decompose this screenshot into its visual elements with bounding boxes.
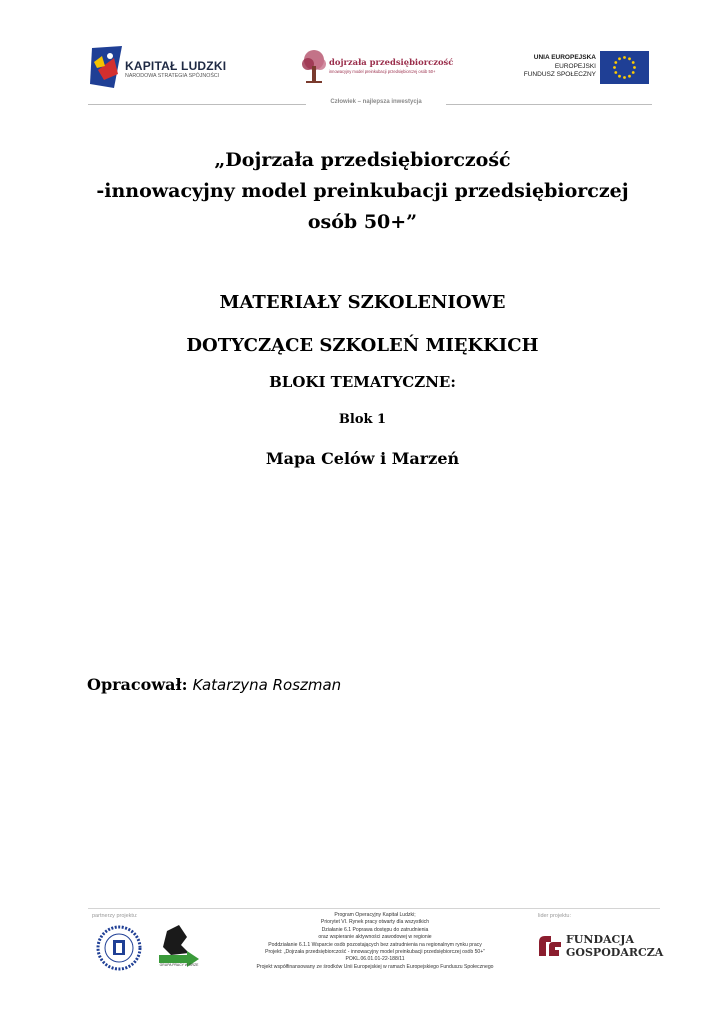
eu-flag-icon (600, 51, 649, 84)
author-name: Katarzyna Roszman (192, 676, 342, 694)
fundacja-name (566, 933, 663, 959)
author-label: Opracował: (87, 675, 188, 694)
eu-label-line: EUROPEJSKI (554, 62, 596, 70)
materials-heading-line-1: MATERIAŁY SZKOLENIOWE (219, 292, 506, 313)
green-partner-caption: GRUPA PRACY W GRZE (159, 963, 199, 967)
kapital-ludzki-emblem-icon (88, 44, 128, 90)
program-info-line: Projekt: „Dojrzała przedsiębiorczość - innowacyjny model preinkubacji przedsiębiorczej osób 50+” (265, 949, 485, 956)
block-topic: Mapa Celów i Marzeń (265, 449, 460, 468)
document-title-line-1: „Dojrzała przedsiębiorczość (214, 149, 511, 171)
tree-icon (300, 48, 328, 88)
program-info-line: POKL.06.01.01-22-188/11 (345, 956, 405, 963)
program-info-line: Poddziałanie 6.1.1 Wsparcie osób pozostających bez zatrudnienia na regionalnym rynku pracy (268, 941, 482, 948)
project-logo-title: dojrzała przedsiębiorczość (329, 57, 454, 67)
section-heading: BLOKI TEMATYCZNE: (269, 373, 456, 391)
kapital-ludzki-subtitle: NARODOWA STRATEGIA SPÓJNOŚCI (125, 73, 220, 79)
block-number: Blok 1 (338, 412, 387, 427)
program-info-line: Działanie 6.1 Poprawa dostępu do zatrudnienia (321, 926, 429, 933)
fundacja-name-line: GOSPODARCZA (566, 946, 664, 959)
program-info-line: Projekt współfinansowany ze środków Unii Europejskiej w ramach Europejskiego Funduszu Społecznego (256, 963, 494, 970)
project-logo-subtitle: innowacyjny model preinkubacji przedsiębiorczej osób 50+ (329, 69, 436, 74)
partners-label: partnerzy projektu: (92, 913, 138, 919)
header-slogan: Człowiek – najlepsza inwestycja (330, 99, 422, 105)
fundacja-logo-icon (537, 934, 565, 958)
program-info-line: Priorytet VI. Rynek pracy otwarty dla wszystkich (320, 919, 430, 926)
document-title-line-2: -innowacyjny model preinkubacji przedsiębiorczej (96, 180, 629, 202)
eu-label (490, 54, 596, 80)
program-info-line: oraz wspieranie aktywności zawodowej w regionie (318, 934, 432, 941)
university-seal-icon (96, 925, 142, 971)
kapital-ludzki-title: KAPITAŁ LUDZKI (125, 59, 227, 73)
header-divider-right (446, 104, 652, 105)
program-info-line: Program Operacyjny Kapitał Ludzki; (334, 912, 416, 918)
eu-label-line: FUNDUSZ SPOŁECZNY (523, 71, 596, 79)
fundacja-name-line: FUNDACJA (566, 933, 635, 946)
author-line (87, 675, 341, 694)
eu-label-line: UNIA EUROPEJSKA (533, 54, 596, 61)
header-divider-left (88, 104, 306, 105)
footer-divider (88, 908, 660, 909)
materials-heading-line-2: DOTYCZĄCE SZKOLEŃ MIĘKKICH (186, 335, 539, 356)
program-info (225, 912, 525, 971)
leader-label: lider projektu: (538, 913, 572, 919)
document-title-line-3: osób 50+” (307, 211, 418, 233)
